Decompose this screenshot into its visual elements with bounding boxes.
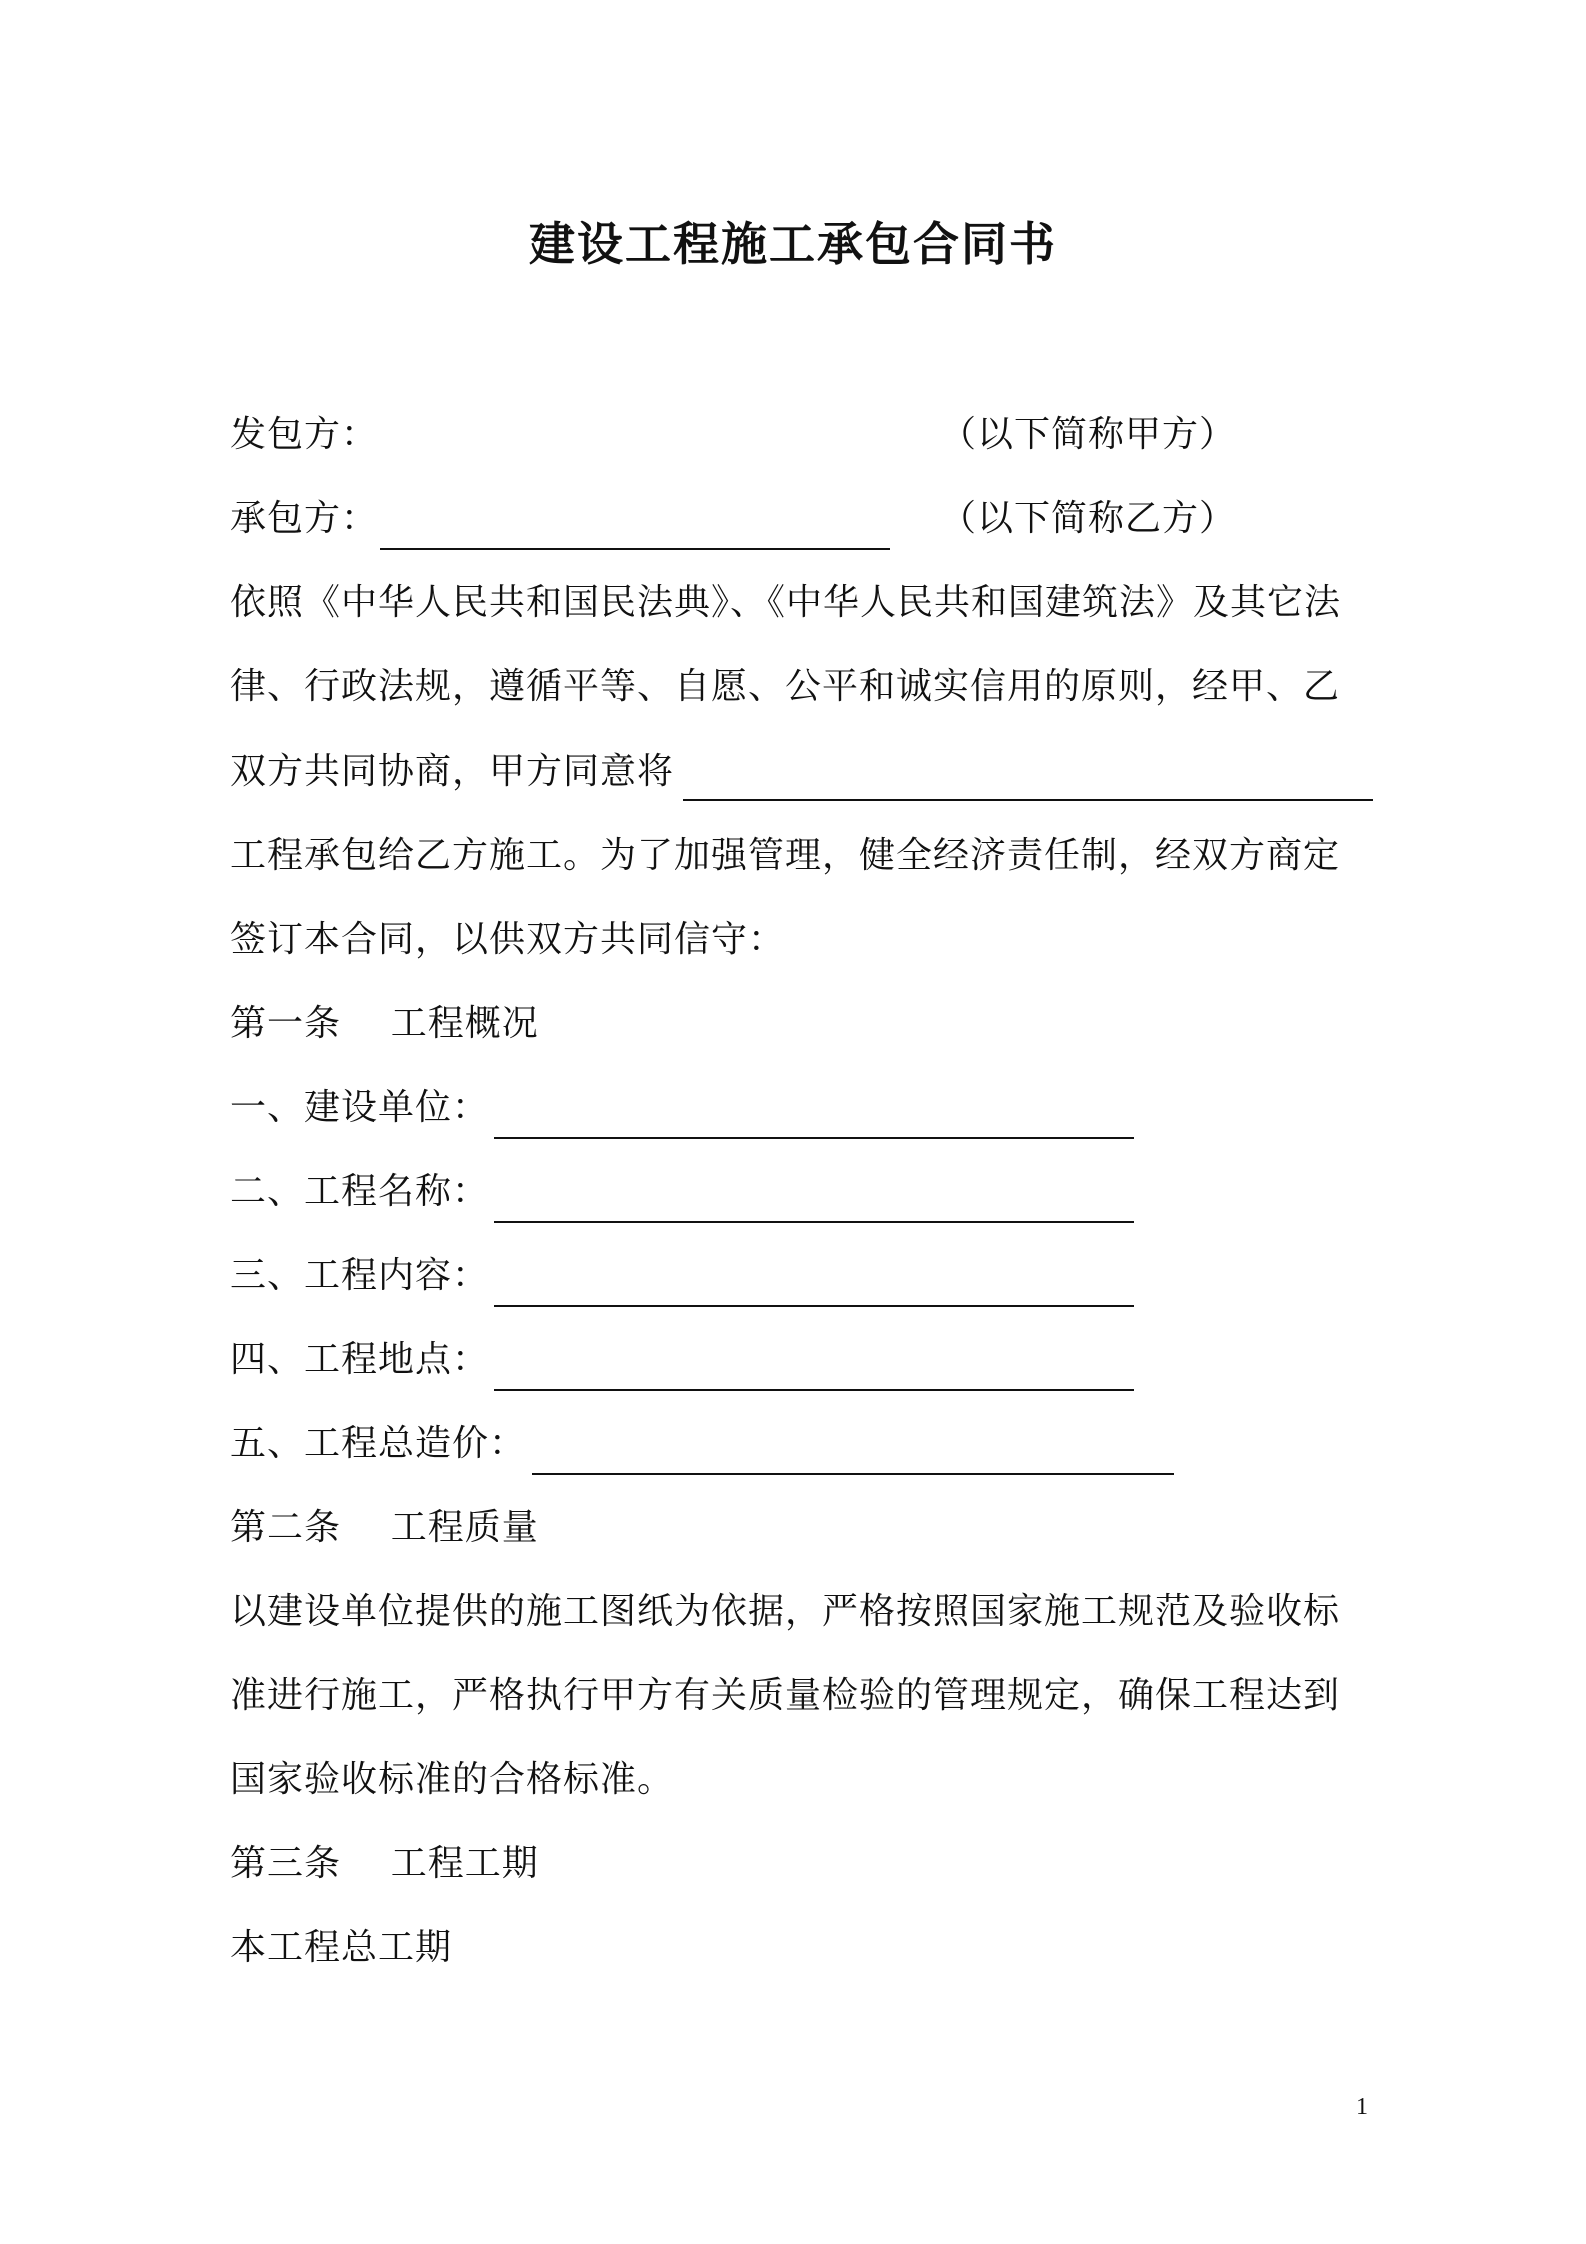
- preamble-line-1: 依照《中华人民共和国民法典》、《中华人民共和国建筑法》及其它法: [230, 582, 1342, 623]
- article-2-body-line-2: 准进行施工，严格执行甲方有关质量检验的管理规定，确保工程达到: [230, 1675, 1341, 1716]
- item-total-cost: 五、工程总造价：: [230, 1423, 527, 1464]
- construction-unit-blank[interactable]: [494, 1137, 1134, 1139]
- page-number: 1: [1356, 2094, 1368, 2120]
- preamble-line-2: 律、行政法规，遵循平等、自愿、公平和诚实信用的原则，经甲、乙: [230, 666, 1341, 707]
- article-1-heading: 第一条 工程概况: [230, 1003, 539, 1044]
- employer-label: 发包方：: [230, 414, 379, 455]
- project-content-blank[interactable]: [494, 1305, 1134, 1307]
- project-location-blank[interactable]: [494, 1389, 1134, 1391]
- project-name-blank[interactable]: [683, 799, 1373, 801]
- article-2-body-line-1: 以建设单位提供的施工图纸为依据，严格按照国家施工规范及验收标: [230, 1591, 1341, 1632]
- item-construction-unit: 一、建设单位：: [230, 1087, 490, 1128]
- preamble-line-5: 签订本合同，以供双方共同信守：: [230, 919, 786, 960]
- item-project-name: 二、工程名称：: [230, 1171, 490, 1212]
- employer-note: （以下简称甲方）: [940, 414, 1237, 455]
- article-2-body-line-3: 国家验收标准的合格标准。: [230, 1759, 675, 1800]
- contractor-note: （以下简称乙方）: [940, 498, 1237, 539]
- article-2-heading: 第二条 工程质量: [230, 1507, 539, 1548]
- contractor-blank[interactable]: [380, 548, 890, 550]
- total-cost-blank[interactable]: [532, 1473, 1174, 1475]
- contractor-label: 承包方：: [230, 498, 379, 539]
- article-3-heading: 第三条 工程工期: [230, 1843, 539, 1884]
- item-project-content: 三、工程内容：: [230, 1255, 490, 1296]
- document-title: 建设工程施工承包合同书: [529, 217, 1057, 271]
- project-name-field-blank[interactable]: [494, 1221, 1134, 1223]
- item-project-location: 四、工程地点：: [230, 1339, 490, 1380]
- preamble-line-3: 双方共同协商，甲方同意将: [230, 751, 675, 792]
- preamble-line-4: 工程承包给乙方施工。为了加强管理，健全经济责任制，经双方商定: [230, 835, 1341, 876]
- article-3-body: 本工程总工期: [230, 1927, 453, 1968]
